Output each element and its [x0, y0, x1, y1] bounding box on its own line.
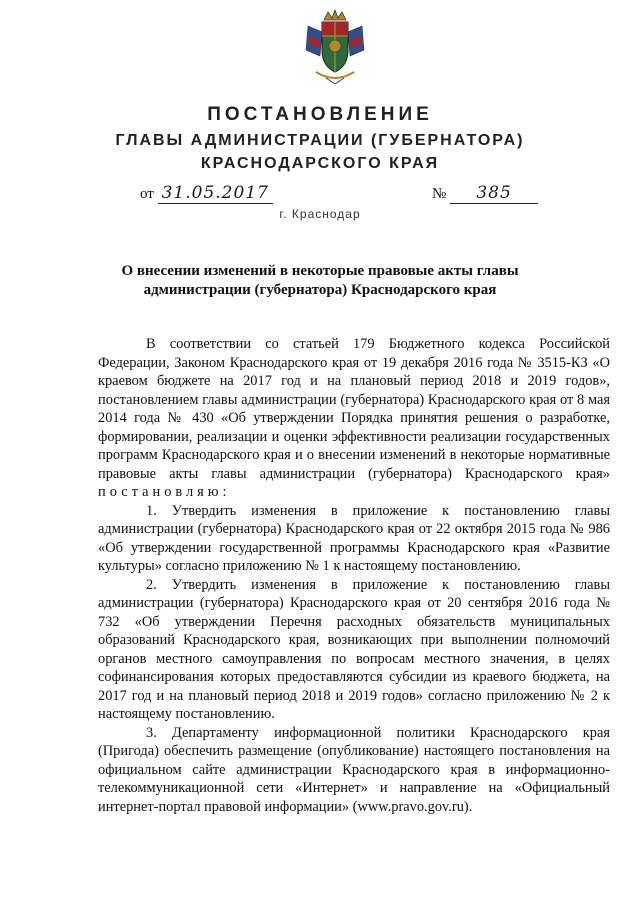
preamble-text: В соответствии со статьей 179 Бюджетного кодекса Российской Федерации, Законом Краснодарского края от 19 декабря 2016 года № 3515-КЗ «О краевом бюджете на 2017 год и на плановый период 2018 и 2019 годов», постановлением главы администрации (губернатора) Краснодарского края от 8 мая 2014 года № 430 «Об утверждении Порядка принятия решения о разработке, формировании, реализации и оценки эффективности реализации государственных программ Краснодарского края и о внесении изменений в некоторые нормативные правовые акты главы администрации (губернатора) Краснодарского края»: [98, 336, 610, 482]
document-title: О внесении изменений в некоторые правовые акты главы администрации (губернатора) Краснодарского края: [121, 263, 519, 298]
preamble-paragraph: [98, 335, 610, 502]
number-line: [432, 183, 538, 204]
krasnodar-coat-of-arms-icon: [302, 6, 368, 86]
item-1-paragraph: 1. Утвердить изменения в приложение к постановлению главы администрации (губернатора) Краснодарского края от 22 октября 2015 года № 986 «Об утверждении государственной программы Краснодарского края «Развитие культуры» согласно приложению № 1 к настоящему постановлению.: [98, 502, 610, 574]
document-body: [98, 335, 610, 816]
issuer-heading: ГЛАВЫ АДМИНИСТРАЦИИ (ГУБЕРНАТОРА): [115, 132, 525, 149]
number-value: 385: [450, 183, 538, 204]
decree-word: постановляю:: [98, 484, 231, 500]
date-value: 31.05.2017: [158, 183, 273, 204]
item-2-paragraph: 2. Утвердить изменения в приложение к постановлению главы администрации (губернатора) Краснодарского края от 20 сентября 2016 года № 732 «Об утверждении Перечня расходных обязательств муниципальных образований Краснодарского края, возникающих при выполнении полномочий органов местного самоуправления по вопросам местного значения, в целях софинансирования которых предоставляются субсидии из краевого бюджета, на 2017 год и на плановый период 2018 и 2019 годов» согласно приложению № 2 к настоящему постановлению.: [98, 576, 610, 722]
item-3-paragraph: 3. Департаменту информационной политики Краснодарского края (Пригода) обеспечить размещение (опубликование) настоящего постановления на официальном сайте администрации Краснодарского края в информационно-телекоммуникационной сети «Интернет» и направление на «Официальный интернет-портал правовой информации» (www.pravo.gov.ru).: [98, 724, 610, 815]
date-line: [140, 183, 273, 204]
number-prefix: №: [432, 186, 447, 202]
date-prefix: от: [140, 186, 154, 202]
city-label: г. Краснодар: [279, 207, 361, 221]
region-heading: КРАСНОДАРСКОГО КРАЯ: [200, 155, 440, 172]
document-type-heading: ПОСТАНОВЛЕНИЕ: [207, 104, 433, 125]
